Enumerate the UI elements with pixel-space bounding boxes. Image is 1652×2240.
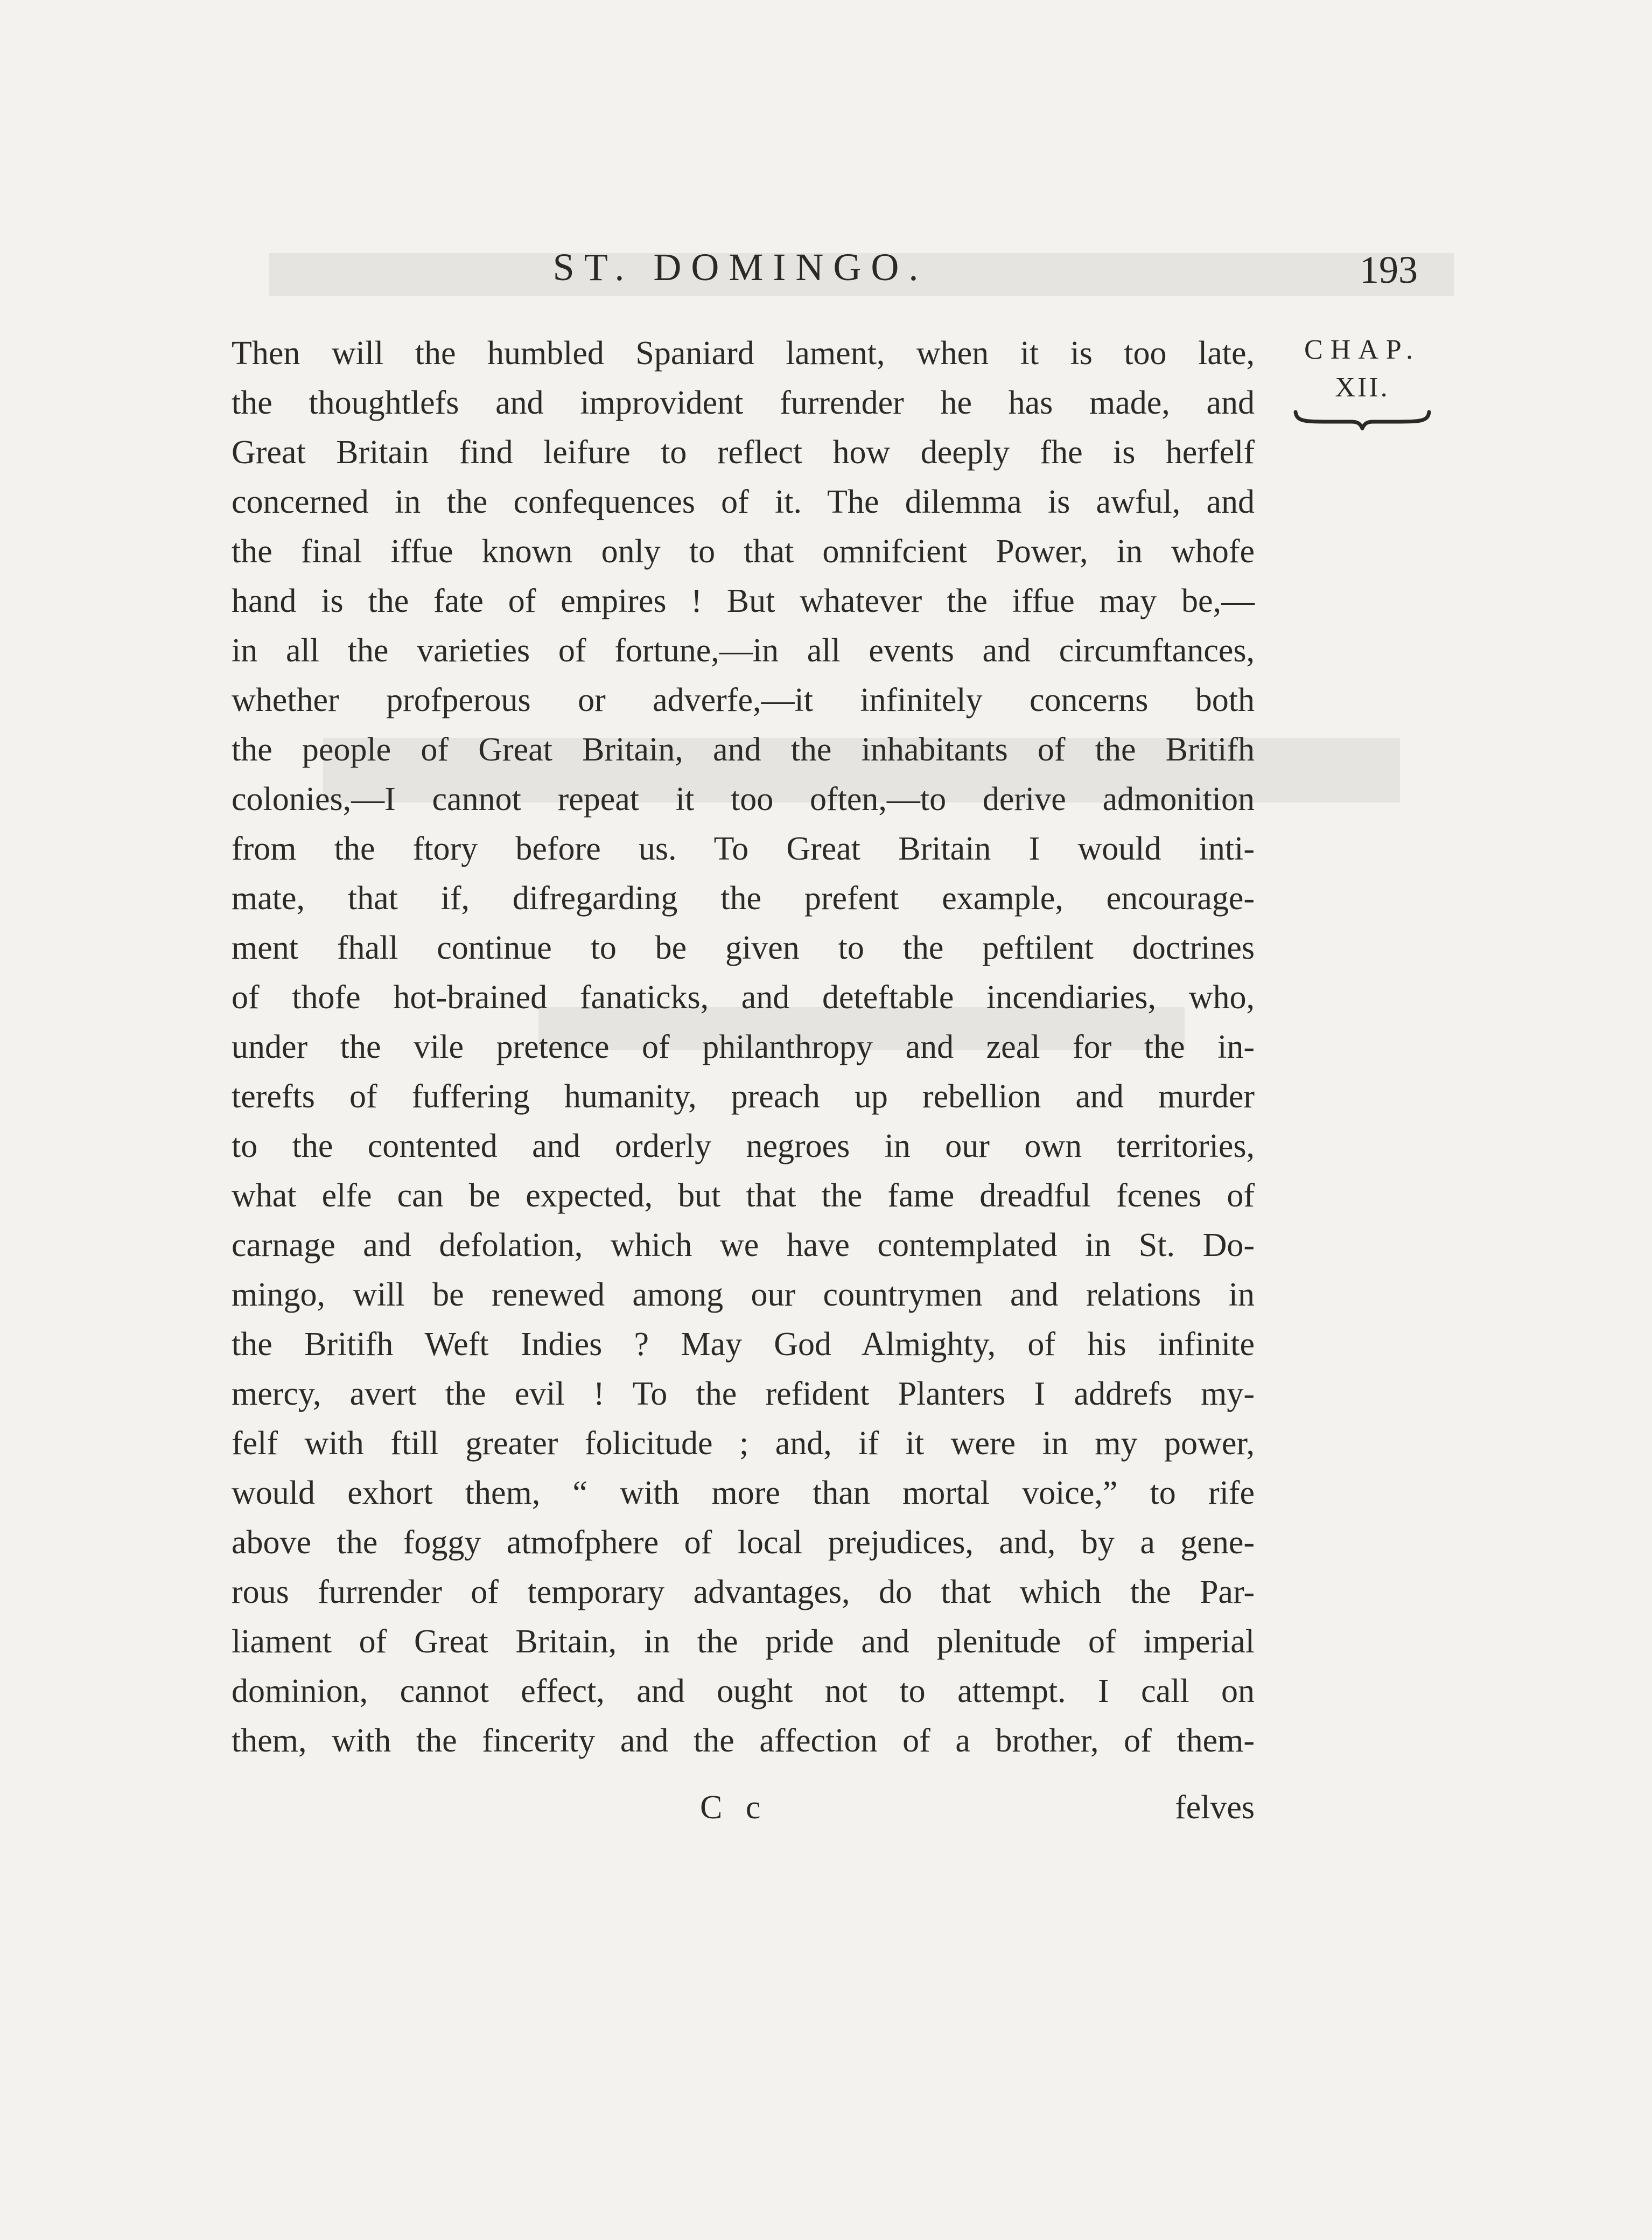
- text-line: them, with the fincerity and the affection of a brother, of them-: [232, 1722, 1255, 1759]
- text-line: mingo, will be renewed among our countrymen and relations in: [232, 1276, 1255, 1313]
- text-line: the final iffue known only to that omnifcient Power, in whofe: [232, 533, 1255, 570]
- text-line: liament of Great Britain, in the pride and plenitude of imperial: [232, 1623, 1255, 1660]
- body-text: [232, 329, 1255, 1766]
- chapter-number: XII.: [1335, 372, 1390, 403]
- text-line: carnage and defolation, which we have contemplated in St. Do-: [232, 1227, 1255, 1264]
- text-line: rous furrender of temporary advantages, do that which the Par-: [232, 1574, 1255, 1610]
- text-line: terefts of fuffering humanity, preach up rebellion and murder: [232, 1078, 1255, 1115]
- running-title: ST. DOMINGO.: [552, 246, 928, 289]
- text-line: ment fhall continue to be given to the peftilent doctrines: [232, 930, 1255, 966]
- text-line: in all the varieties of fortune,—in all events and circumftances,: [232, 632, 1255, 669]
- text-line: to the contented and orderly negroes in our own territories,: [232, 1128, 1255, 1164]
- text-line: Then will the humbled Spaniard lament, when it is too late,: [232, 335, 1255, 372]
- text-line: under the vile pretence of philanthropy and zeal for the in-: [232, 1029, 1255, 1065]
- text-line: hand is the fate of empires ! But whatever the iffue may be,—: [232, 583, 1255, 619]
- text-line: felf with ftill greater folicitude ; and, if it were in my power,: [232, 1425, 1255, 1462]
- text-line: above the foggy atmofphere of local prejudices, and, by a gene-: [232, 1524, 1255, 1561]
- text-line: mercy, avert the evil ! To the refident Planters I addrefs my-: [232, 1376, 1255, 1412]
- text-line: the thoughtlefs and improvident furrender he has made, and: [232, 385, 1255, 421]
- text-line: of thofe hot-brained fanaticks, and deteftable incendiaries, who,: [232, 979, 1255, 1016]
- chapter-marker: [1284, 331, 1440, 430]
- text-line: concerned in the confequences of it. The dilemma is awful, and: [232, 484, 1255, 520]
- brace-ornament: [1292, 409, 1432, 430]
- text-line: mate, that if, difregarding the prefent example, encourage-: [232, 880, 1255, 917]
- text-line: Great Britain find leifure to reflect how deeply fhe is herfelf: [232, 434, 1255, 471]
- text-line: whether profperous or adverfe,—it infinitely concerns both: [232, 682, 1255, 718]
- catchword: felves: [1174, 1789, 1255, 1826]
- text-line: dominion, cannot effect, and ought not to attempt. I call on: [232, 1673, 1255, 1709]
- text-line: what elfe can be expected, but that the fame dreadful fcenes of: [232, 1177, 1255, 1214]
- text-line: colonies,—I cannot repeat it too often,—to derive admonition: [232, 781, 1255, 818]
- catchline: [232, 1783, 1255, 1832]
- text-line: the Britifh Weft Indies ? May God Almighty, of his infinite: [232, 1326, 1255, 1363]
- text-line: from the ftory before us. To Great Britain I would inti-: [232, 831, 1255, 867]
- text-line: would exhort them, “ with more than mortal voice,” to rife: [232, 1475, 1255, 1511]
- chapter-label: CHAP.: [1304, 334, 1420, 365]
- signature-mark: C c: [700, 1789, 768, 1826]
- page-number: 193: [1360, 248, 1418, 291]
- text-line: the people of Great Britain, and the inhabitants of the Britifh: [232, 731, 1255, 768]
